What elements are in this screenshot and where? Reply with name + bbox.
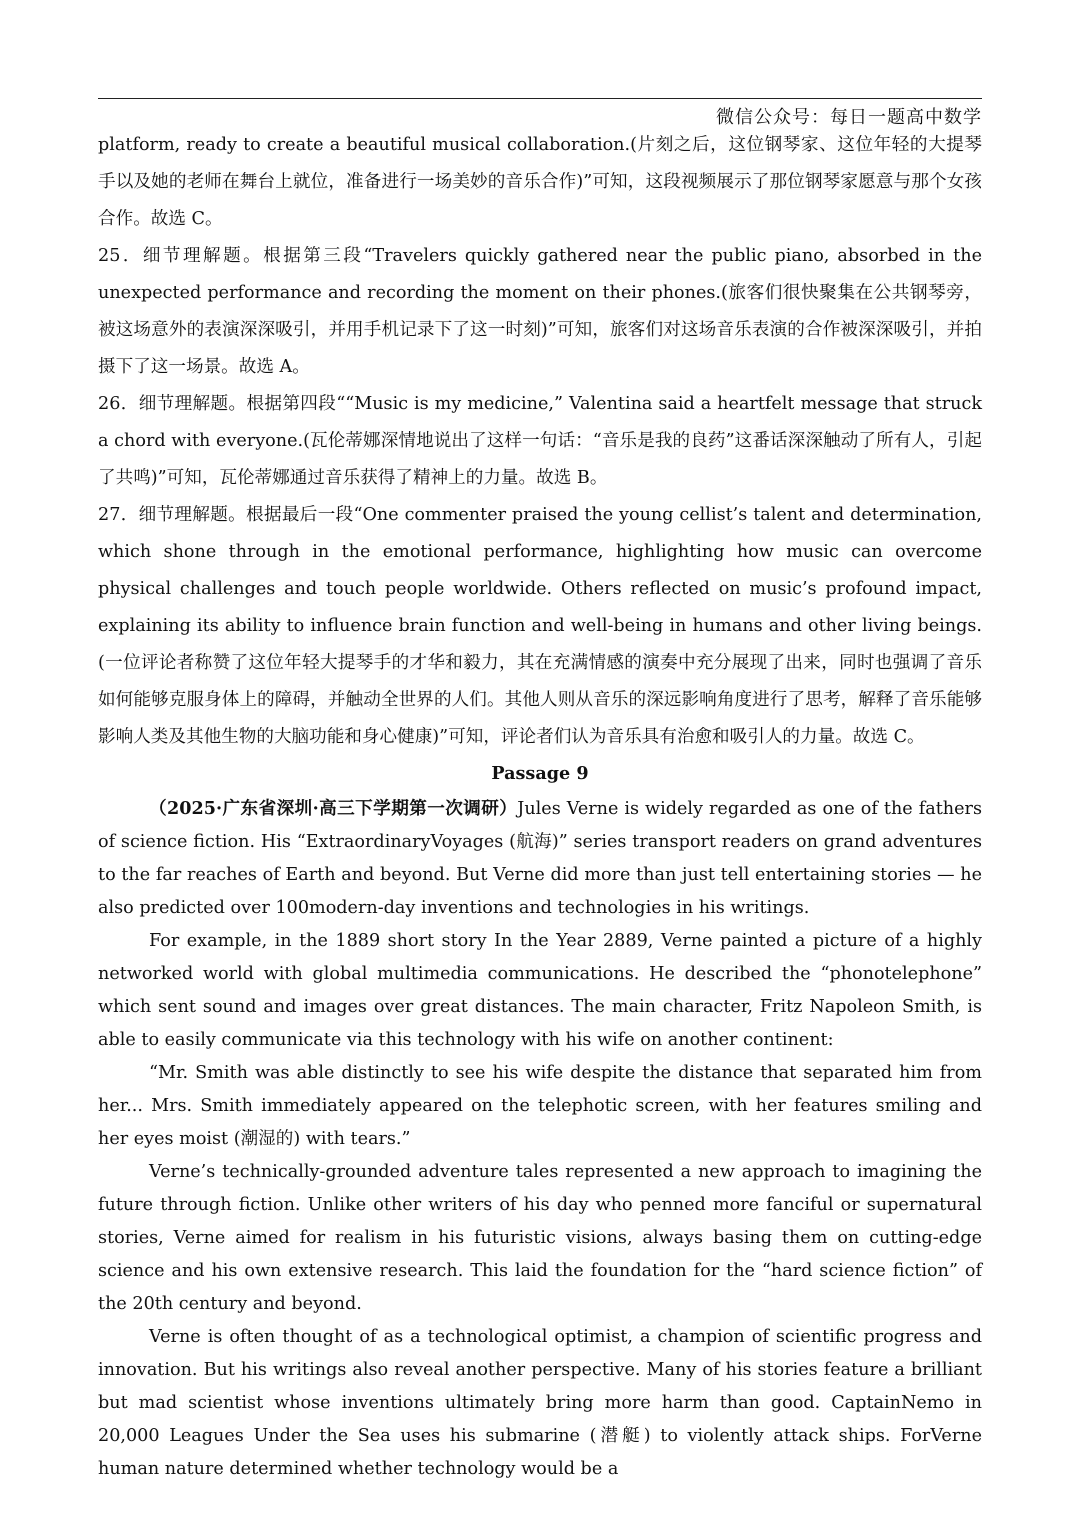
passage-title: Passage 9 xyxy=(491,763,589,784)
answer-25: 25．细节理解题。根据第三段“Travelers quickly gathered near the public piano, absorbed in the unexpected performance and recording the moment on their phones.(旅客们很快聚集在公共钢琴旁，被这场意外的表演深深吸引，并用手机记录下了这一时刻)”可知，旅客们对这场音乐表演的合作被深深吸引，并拍摄下了这一场景。故选 A。 xyxy=(98,246,982,377)
passage-source: （2025·广东省深圳·高三下学期第一次调研） xyxy=(149,798,518,819)
page-content xyxy=(98,127,982,1486)
answer-24-continued: platform, ready to create a beautiful musical collaboration.(片刻之后，这位钢琴家、这位年轻的大提琴手以及她的老师在舞台上就位，准备进行一场美妙的音乐合作)”可知，这段视频展示了那位钢琴家愿意与那个女孩合作。故选 C。 xyxy=(98,135,982,229)
passage-quote: “Mr. Smith was able distinctly to see his wife despite the distance that separated him from her... Mrs. Smith immediately appeared on the telephotic screen, with her features smiling and her eyes moist (潮湿的) with tears.” xyxy=(98,1063,982,1149)
passage-intro-text: Jules Verne is widely regarded as one of the fathers of science fiction. His “ExtraordinaryVoyages (航海)” series transport readers on grand adventures to the far reaches of Earth and beyond. But Verne did more than just tell entertaining stories — he also predicted over 100modern-day inventions and technologies in his writings. xyxy=(98,799,982,918)
header-wechat-account: 微信公众号：每日一题高中数学 xyxy=(716,107,982,128)
passage-paragraph-4: Verne’s technically-grounded adventure tales represented a new approach to imagining the future through fiction. Unlike other writers of his day who penned more fanciful or supernatural stories, Verne aimed for realism in his futuristic visions, always basing them on cutting-edge science and his own extensive research. This laid the foundation for the “hard science fiction” of the 20th century and beyond. xyxy=(98,1162,982,1314)
passage-paragraph-5: Verne is often thought of as a technological optimist, a champion of scientific progress and innovation. But his writings also reveal another perspective. Many of his stories feature a brilliant but mad scientist whose inventions ultimately bring more harm than good. CaptainNemo in 20,000 Leagues Under the Sea uses his submarine (潜艇) to violently attack ships. ForVerne human nature determined whether technology would be a xyxy=(98,1327,982,1479)
answer-27: 27．细节理解题。根据最后一段“One commenter praised the young cellist’s talent and determination, which shone through in the emotional performance, highlighting how music can overcome physical challenges and touch people worldwide. Others reflected on music’s profound impact, explaining its ability to influence brain function and well-being in humans and other living beings.(一位评论者称赞了这位年轻大提琴手的才华和毅力，其在充满情感的演奏中充分展现了出来，同时也强调了音乐如何能够克服身体上的障碍，并触动全世界的人们。其他人则从音乐的深远影响角度进行了思考，解释了音乐能够影响人类及其他生物的大脑功能和身心健康)”可知，评论者们认为音乐具有治愈和吸引人的力量。故选 C。 xyxy=(98,505,982,747)
passage-paragraph-2: For example, in the 1889 short story In the Year 2889, Verne painted a picture of a highly networked world with global multimedia communications. He described the “phonotelephone” which sent sound and images over great distances. The main character, Fritz Napoleon Smith, is able to easily communicate via this technology with his wife on another continent: xyxy=(98,931,982,1050)
answer-26: 26．细节理解题。根据第四段““Music is my medicine,” Valentina said a heartfelt message that struck a chord with everyone.(瓦伦蒂娜深情地说出了这样一句话：“音乐是我的良药”这番话深深触动了所有人，引起了共鸣)”可知，瓦伦蒂娜通过音乐获得了精神上的力量。故选 B。 xyxy=(98,394,982,488)
passage-paragraph-1 xyxy=(98,792,982,925)
header-divider xyxy=(98,98,982,99)
